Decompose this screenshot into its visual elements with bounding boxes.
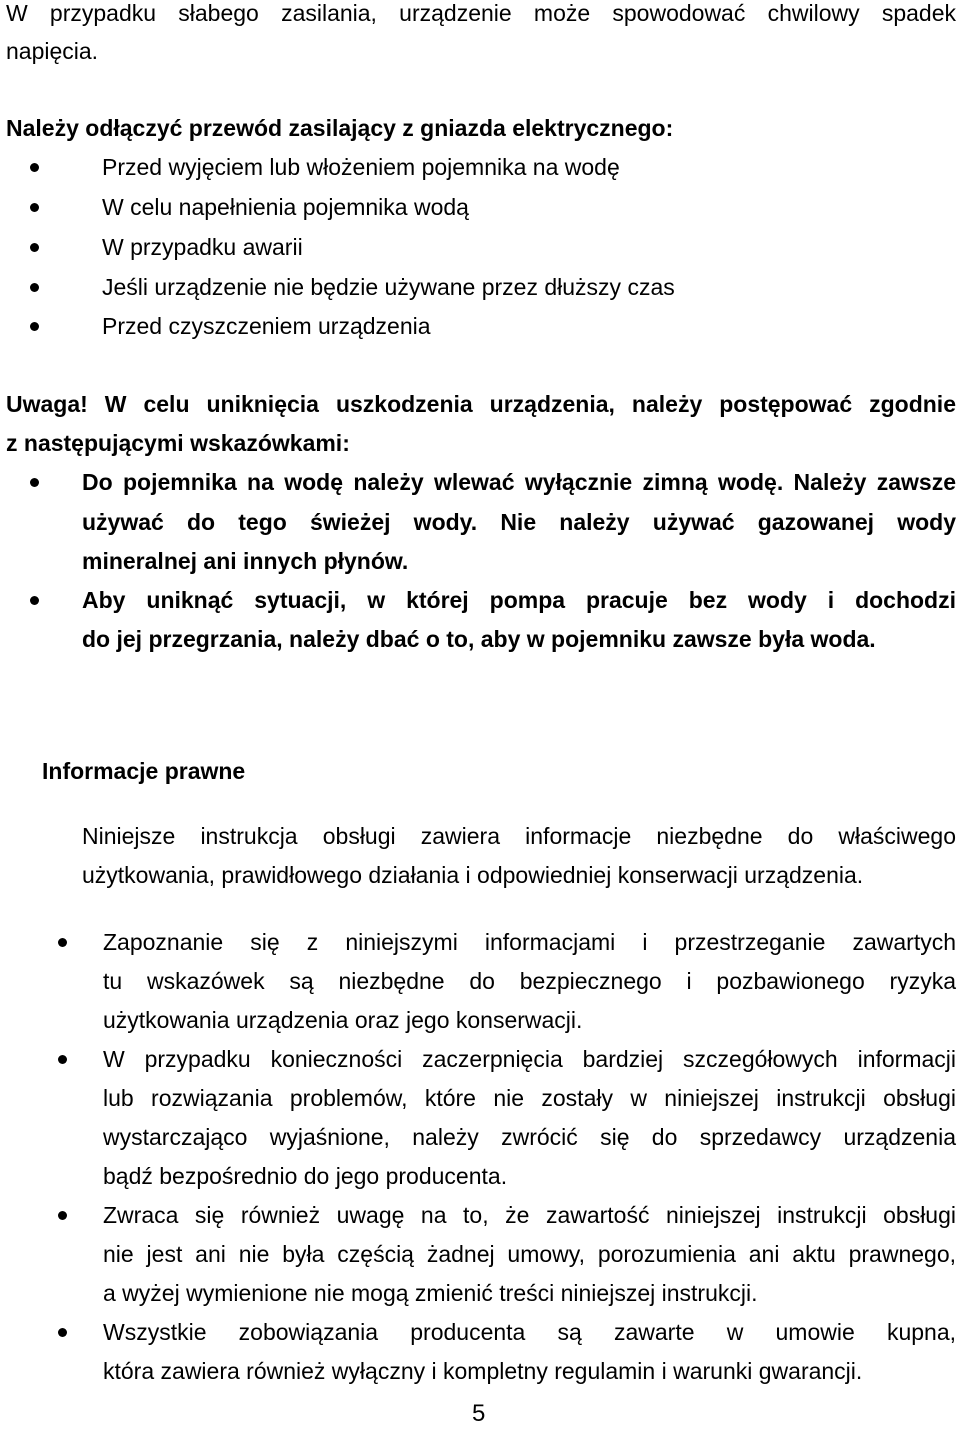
list-item: W przypadku awarii xyxy=(102,234,303,260)
legal-item-line: która zawiera również wyłączny i kompletny regulamin i warunki gwarancji. xyxy=(103,1358,863,1384)
legal-paragraph-line: Niniejsze instrukcja obsługi zawiera informacje niezbędne do właściwego xyxy=(82,823,956,849)
warning-item-line: do jej przegrzania, należy dbać o to, aby w pojemniku zawsze była woda. xyxy=(82,626,876,652)
bullet-icon xyxy=(58,938,67,947)
warning-item-line: Aby uniknąć sytuacji, w której pompa pracuje bez wody i dochodzi xyxy=(82,587,956,613)
page-number: 5 xyxy=(472,1400,486,1427)
legal-item-line: nie jest ani nie była częścią żadnej umowy, porozumienia ani aktu prawnego, xyxy=(103,1241,956,1267)
bullet-icon xyxy=(58,1055,67,1064)
legal-paragraph-line: użytkowania, prawidłowego działania i odpowiedniej konserwacji urządzenia. xyxy=(82,862,864,888)
warning-item-line: Do pojemnika na wodę należy wlewać wyłącznie zimną wodę. Należy zawsze xyxy=(82,469,956,495)
legal-heading: Informacje prawne xyxy=(42,758,246,784)
bullet-icon xyxy=(30,478,39,487)
legal-item-line: a wyżej wymienione nie mogą zmienić treści niniejszej instrukcji. xyxy=(103,1280,758,1306)
legal-item-line: Wszystkie zobowiązania producenta są zawarte w umowie kupna, xyxy=(103,1319,956,1345)
intro-line: W przypadku słabego zasilania, urządzenie może spowodować chwilowy spadek xyxy=(6,0,956,26)
list-item: Jeśli urządzenie nie będzie używane przez dłuższy czas xyxy=(102,274,675,300)
bullet-icon xyxy=(30,322,39,331)
warning-line: z następującymi wskazówkami: xyxy=(6,430,350,456)
warning-item-line: mineralnej ani innych płynów. xyxy=(82,548,409,574)
bullet-icon xyxy=(58,1211,67,1220)
legal-item-line: użytkowania urządzenia oraz jego konserwacji. xyxy=(103,1007,583,1033)
bullet-icon xyxy=(30,163,39,172)
list-item: Przed wyjęciem lub włożeniem pojemnika na wodę xyxy=(102,154,620,180)
legal-item-line: wystarczająco wyjaśnione, należy zwrócić się do sprzedawcy urządzenia xyxy=(103,1124,956,1150)
legal-item-line: lub rozwiązania problemów, które nie zostały w niniejszej instrukcji obsługi xyxy=(103,1085,956,1111)
bullet-icon xyxy=(30,243,39,252)
warning-item-line: używać do tego świeżej wody. Nie należy używać gazowanej wody xyxy=(82,509,956,535)
intro-line: napięcia. xyxy=(6,38,99,64)
legal-item-line: Zapoznanie się z niniejszymi informacjami i przestrzeganie zawartych xyxy=(103,929,956,955)
bullet-icon xyxy=(58,1328,67,1337)
list-item: Przed czyszczeniem urządzenia xyxy=(102,313,431,339)
legal-item-line: Zwraca się również uwagę na to, że zawartość niniejszej instrukcji obsługi xyxy=(103,1202,956,1228)
unplug-heading: Należy odłączyć przewód zasilający z gniazda elektrycznego: xyxy=(6,115,674,141)
list-item: W celu napełnienia pojemnika wodą xyxy=(102,194,469,220)
legal-item-line: W przypadku konieczności zaczerpnięcia bardziej szczegółowych informacji xyxy=(103,1046,956,1072)
legal-item-line: bądź bezpośrednio do jego producenta. xyxy=(103,1163,508,1189)
bullet-icon xyxy=(30,203,39,212)
bullet-icon xyxy=(30,283,39,292)
warning-line: Uwaga! W celu uniknięcia uszkodzenia urządzenia, należy postępować zgodnie xyxy=(6,391,956,417)
bullet-icon xyxy=(30,596,39,605)
legal-item-line: tu wskazówek są niezbędne do bezpiecznego i pozbawionego ryzyka xyxy=(103,968,956,994)
